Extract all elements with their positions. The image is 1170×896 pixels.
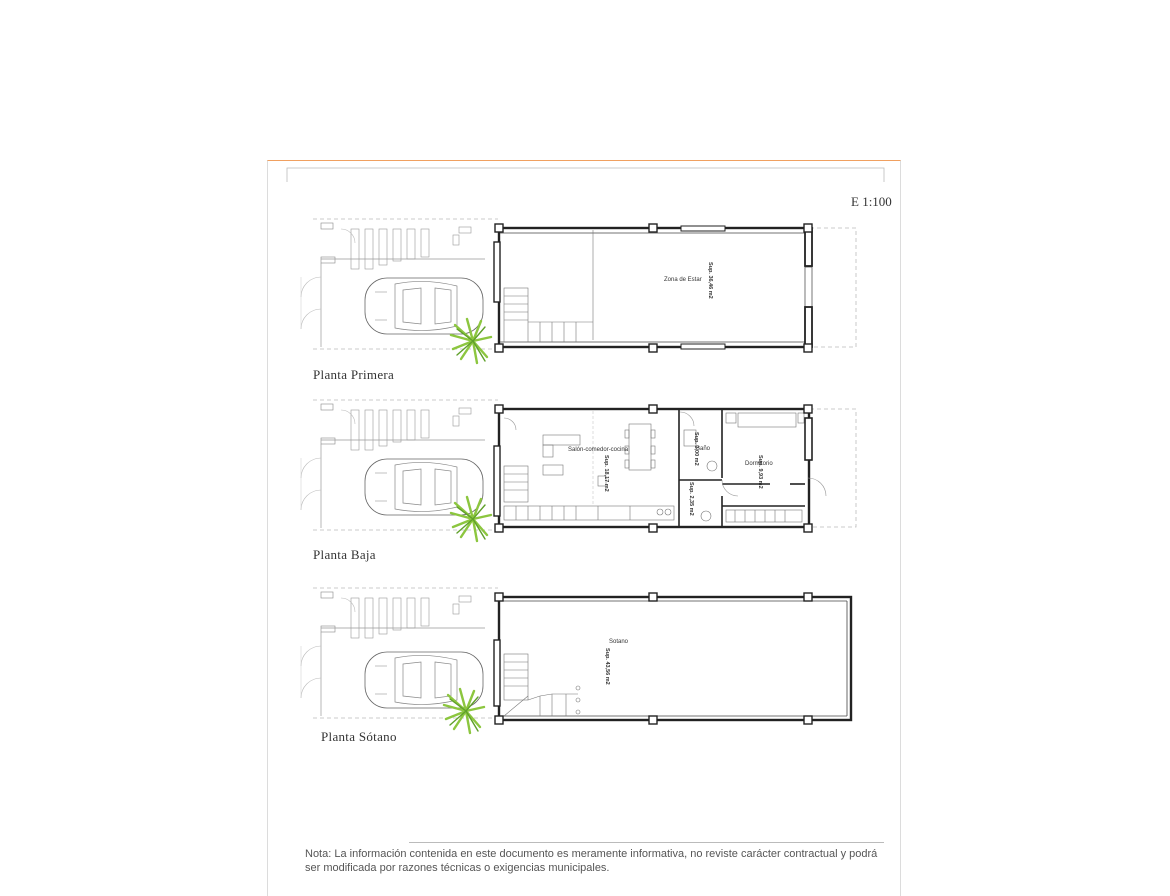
room-label: Salón-comedor-cocina bbox=[568, 447, 629, 453]
room-area: Sup. 3,00 m2 bbox=[693, 432, 699, 466]
room-area: Sup. 18,17 m2 bbox=[603, 455, 609, 492]
room-area: Sup. 2,35 m2 bbox=[688, 482, 694, 516]
plan-sotano bbox=[301, 588, 851, 733]
room-area: Sup. 36,46 m2 bbox=[707, 262, 713, 299]
plan-baja bbox=[301, 400, 856, 541]
room-label: Zona de Estar bbox=[664, 277, 702, 283]
disclaimer-note: Nota: La información contenida en este documento es meramente informativa, no reviste carácter contractual y podrá ser modificada por razones técnicas o exigencias municipales. bbox=[305, 848, 878, 874]
note-divider bbox=[409, 842, 884, 843]
plan-title-sotano: Planta Sótano bbox=[321, 729, 397, 744]
plan-title-baja: Planta Baja bbox=[313, 547, 376, 562]
room-label: Baño bbox=[696, 446, 711, 452]
room-label: Dormitorio bbox=[745, 461, 773, 467]
room-area: Sup. 9,93 m2 bbox=[757, 455, 763, 489]
plan-title-primera: Planta Primera bbox=[313, 367, 395, 382]
plan-primera bbox=[301, 219, 856, 363]
room-area: Sup. 43,56 m2 bbox=[604, 648, 610, 685]
scale-label: E 1:100 bbox=[851, 194, 892, 209]
room-label: Sotano bbox=[609, 639, 629, 645]
